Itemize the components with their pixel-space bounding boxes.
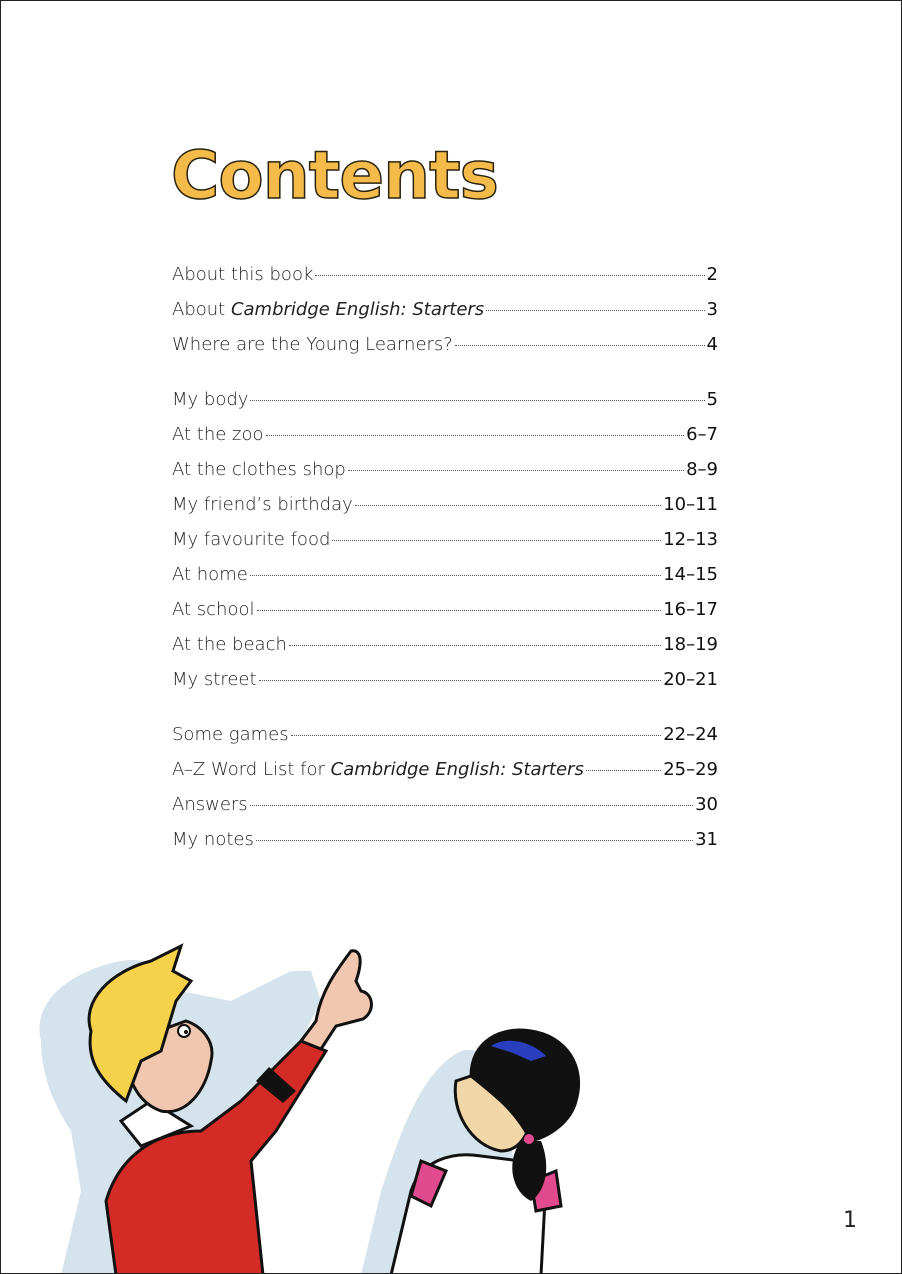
- toc-group: [172, 389, 718, 704]
- toc-entry-page: 14–15: [663, 564, 718, 585]
- dot-leader: [348, 470, 684, 471]
- toc-entry-title: My friend’s birthday: [172, 494, 353, 515]
- dot-leader: [486, 310, 704, 311]
- toc-entry: [172, 299, 718, 334]
- toc-entry: [172, 724, 718, 759]
- toc-entry-title: Some games: [172, 724, 289, 745]
- toc-entry: [172, 599, 718, 634]
- toc-entry: [172, 794, 718, 829]
- toc-entry-title: [172, 299, 484, 320]
- toc-entry: [172, 424, 718, 459]
- toc-entry: [172, 564, 718, 599]
- toc-entry: [172, 829, 718, 864]
- toc-entry: [172, 634, 718, 669]
- dot-leader: [332, 540, 661, 541]
- toc-entry-page: 3: [706, 299, 718, 320]
- toc-entry-title: About this book: [172, 264, 314, 285]
- toc-entry-title: [172, 759, 584, 780]
- toc-entry-title-prefix: A–Z Word List for: [172, 759, 331, 780]
- dot-leader: [315, 275, 704, 276]
- toc-entry: [172, 389, 718, 424]
- toc-entry-title: At the beach: [172, 634, 287, 655]
- toc-entry-page: 16–17: [663, 599, 718, 620]
- children-illustration: [1, 931, 621, 1274]
- toc-entry-page: 4: [706, 334, 718, 355]
- dot-leader: [289, 645, 661, 646]
- dot-leader: [257, 610, 662, 611]
- dot-leader: [355, 505, 661, 506]
- toc-entry: [172, 334, 718, 369]
- dot-leader: [586, 770, 661, 771]
- toc-entry: [172, 494, 718, 529]
- toc-entry-title: Where are the Young Learners?: [172, 334, 453, 355]
- toc-entry: [172, 759, 718, 794]
- toc-entry-title: At the zoo: [172, 424, 264, 445]
- toc-entry-page: 31: [695, 829, 718, 850]
- toc-entry: [172, 529, 718, 564]
- toc-entry-page: 30: [695, 794, 718, 815]
- toc-entry-title-italic: Cambridge English: Starters: [330, 759, 584, 780]
- dot-leader: [291, 735, 662, 736]
- toc-entry-page: 20–21: [663, 669, 718, 690]
- toc-entry-title: At the clothes shop: [172, 459, 346, 480]
- toc-entry-page: 8–9: [686, 459, 718, 480]
- toc-entry-title-prefix: About: [172, 299, 231, 320]
- toc-entry-page: 10–11: [663, 494, 718, 515]
- toc-entry-title: My body: [172, 389, 249, 410]
- toc-entry-page: 18–19: [663, 634, 718, 655]
- toc-group: [172, 724, 718, 864]
- toc-entry-page: 25–29: [663, 759, 718, 780]
- table-of-contents: [172, 264, 718, 884]
- toc-group: [172, 264, 718, 369]
- toc-entry-page: 5: [706, 389, 718, 410]
- dot-leader: [256, 840, 693, 841]
- dot-leader: [259, 680, 662, 681]
- dot-leader: [250, 400, 704, 401]
- toc-entry-page: 6–7: [686, 424, 718, 445]
- toc-entry-page: 22–24: [663, 724, 718, 745]
- toc-entry-page: 2: [706, 264, 718, 285]
- toc-entry-title: Answers: [172, 794, 248, 815]
- toc-entry-page: 12–13: [663, 529, 718, 550]
- toc-entry-title-italic: Cambridge English: Starters: [230, 299, 485, 320]
- dot-leader: [455, 345, 705, 346]
- toc-entry-title: My street: [172, 669, 257, 690]
- dot-leader: [250, 575, 661, 576]
- page-number: 1: [843, 1208, 857, 1233]
- dot-leader: [250, 805, 693, 806]
- page-title: Contents: [171, 137, 498, 214]
- toc-entry: [172, 669, 718, 704]
- dot-leader: [266, 435, 685, 436]
- toc-entry-title: My favourite food: [172, 529, 331, 550]
- toc-entry: [172, 459, 718, 494]
- toc-entry-title: At school: [172, 599, 255, 620]
- toc-entry-title: My notes: [172, 829, 254, 850]
- toc-entry-title: At home: [172, 564, 248, 585]
- toc-entry: [172, 264, 718, 299]
